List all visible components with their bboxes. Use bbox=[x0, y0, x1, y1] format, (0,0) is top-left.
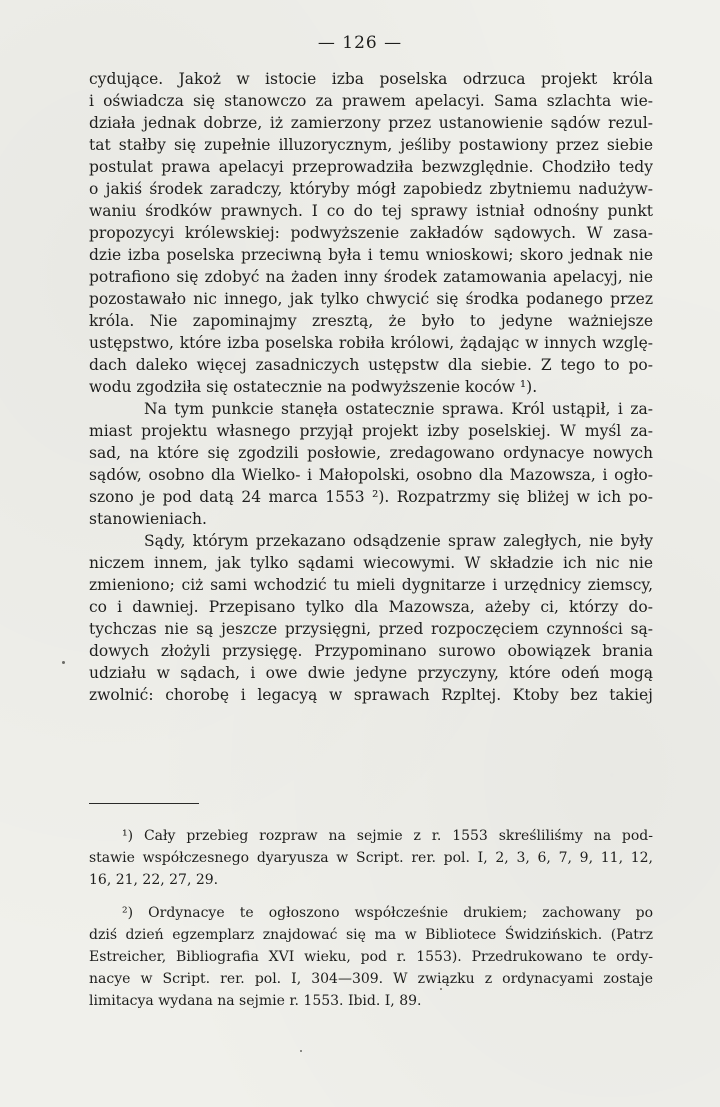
text-line: waniu środków prawnych. I co do tej sprawy istniał odnośny punkt bbox=[89, 202, 653, 220]
text-line: tychczas nie są jeszcze przysięgni, przed rozpoczęciem czynności są- bbox=[89, 620, 653, 638]
footnote-line: ²) Ordynacye te ogłoszono współcześnie drukiem; zachowany po bbox=[122, 905, 653, 921]
text-line: zmieniono; ciż sami wchodzić tu mieli dygnitarze i urzędnicy ziemscy, bbox=[89, 576, 653, 594]
paper-speck bbox=[440, 988, 442, 990]
text-line: i oświadcza się stanowczo za prawem apelacyi. Sama szlachta wie- bbox=[89, 92, 653, 110]
paragraph-3 bbox=[89, 530, 653, 706]
text-line: potrafiono się zdobyć na żaden inny środek zatamowania apelacyj, nie bbox=[89, 268, 653, 286]
text-line: Sądy, którym przekazano odsądzenie spraw zaległych, nie były bbox=[144, 532, 653, 550]
footnote-divider bbox=[89, 803, 199, 804]
paragraph-2 bbox=[89, 398, 653, 530]
text-line: zwolnić: chorobę i legacyą w sprawach Rzpltej. Ktoby bez takiej bbox=[89, 686, 653, 704]
text-line: wodu zgodziła się ostatecznie na podwyższenie koców ¹). bbox=[89, 378, 538, 396]
footnote-line: ¹) Cały przebieg rozpraw na sejmie z r. 1553 skreśliliśmy na pod- bbox=[122, 828, 653, 844]
text-line: szono je pod datą 24 marca 1553 ²). Rozpatrzmy się bliżej w ich po- bbox=[89, 488, 653, 506]
paper-speck bbox=[300, 1050, 302, 1052]
footnote-line: dziś dzień egzemplarz znajdować się ma w Bibliotece Świdzińskich. (Patrz bbox=[89, 927, 653, 943]
text-line: sad, na które się zgodzili posłowie, zredagowano ordynacye nowych bbox=[89, 444, 653, 462]
text-line: sądów, osobno dla Wielko- i Małopolski, osobno dla Mazowsza, i ogło- bbox=[89, 466, 653, 484]
text-line: dowych złożyli przysięgę. Przypominano surowo obowiązek brania bbox=[89, 642, 653, 660]
text-line: Na tym punkcie stanęła ostatecznie sprawa. Król ustąpił, i za- bbox=[144, 400, 653, 418]
text-line: cydujące. Jakoż w istocie izba poselska odrzuca projekt króla bbox=[89, 70, 653, 88]
body-text bbox=[89, 68, 653, 706]
text-line: propozycyi królewskiej: podwyższenie zakładów sądowych. W zasa- bbox=[89, 224, 653, 242]
text-line: niczem innem, jak tylko sądami wiecowymi. W składzie ich nic nie bbox=[89, 554, 653, 572]
footnote-line: limitacya wydana na sejmie r. 1553. Ibid. I, 89. bbox=[89, 993, 422, 1009]
text-line: dzie izba poselska przeciwną była i temu wnioskowi; skoro jednak nie bbox=[89, 246, 653, 264]
text-line: dach daleko więcej zasadniczych ustępstw dla siebie. Z tego to po- bbox=[89, 356, 653, 374]
text-line: o jakiś środek zaradczy, któryby mógł zapobiedz zbytniemu nadużyw- bbox=[89, 180, 653, 198]
footnotes bbox=[89, 825, 653, 1023]
text-line: działa jednak dobrze, iż zamierzony przez ustanowienie sądów rezul- bbox=[89, 114, 653, 132]
paper-speck bbox=[62, 661, 65, 664]
footnote-line: nacye w Script. rer. pol. I, 304—309. W związku z ordynacyami zostaje bbox=[89, 971, 653, 987]
footnote-2 bbox=[89, 902, 653, 1012]
paragraph-1 bbox=[89, 68, 653, 398]
text-line: co i dawniej. Przepisano tylko dla Mazowsza, ażeby ci, którzy do- bbox=[89, 598, 653, 616]
text-line: ustępstwo, które izba poselska robiła królowi, żądając w innych wzglę- bbox=[89, 334, 653, 352]
text-line: pozostawało nic innego, jak tylko chwycić się środka podanego przez bbox=[89, 290, 653, 308]
text-line: króla. Nie zapominajmy zresztą, że było to jedyne ważniejsze bbox=[89, 312, 653, 330]
text-line: miast projektu własnego przyjął projekt izby poselskiej. W myśl za- bbox=[89, 422, 653, 440]
footnote-line: 16, 21, 22, 27, 29. bbox=[89, 872, 219, 888]
text-line: udziału w sądach, i owe dwie jedyne przyczyny, które odeń mogą bbox=[89, 664, 653, 682]
text-line: tat stałby się zupełnie illuzorycznym, jeśliby postawiony przez siebie bbox=[89, 136, 653, 154]
text-line: postulat prawa apelacyi przeprowadziła bezwzględnie. Chodziło tedy bbox=[89, 158, 653, 176]
footnote-line: Estreicher, Bibliografia XVI wieku, pod r. 1553). Przedrukowano te ordy- bbox=[89, 949, 653, 965]
text-line: stanowieniach. bbox=[89, 510, 207, 528]
page-number: — 126 — bbox=[317, 33, 403, 53]
footnote-line: stawie współczesnego dyaryusza w Script. rer. pol. I, 2, 3, 6, 7, 9, 11, 12, bbox=[89, 850, 653, 866]
footnote-1 bbox=[89, 825, 653, 891]
